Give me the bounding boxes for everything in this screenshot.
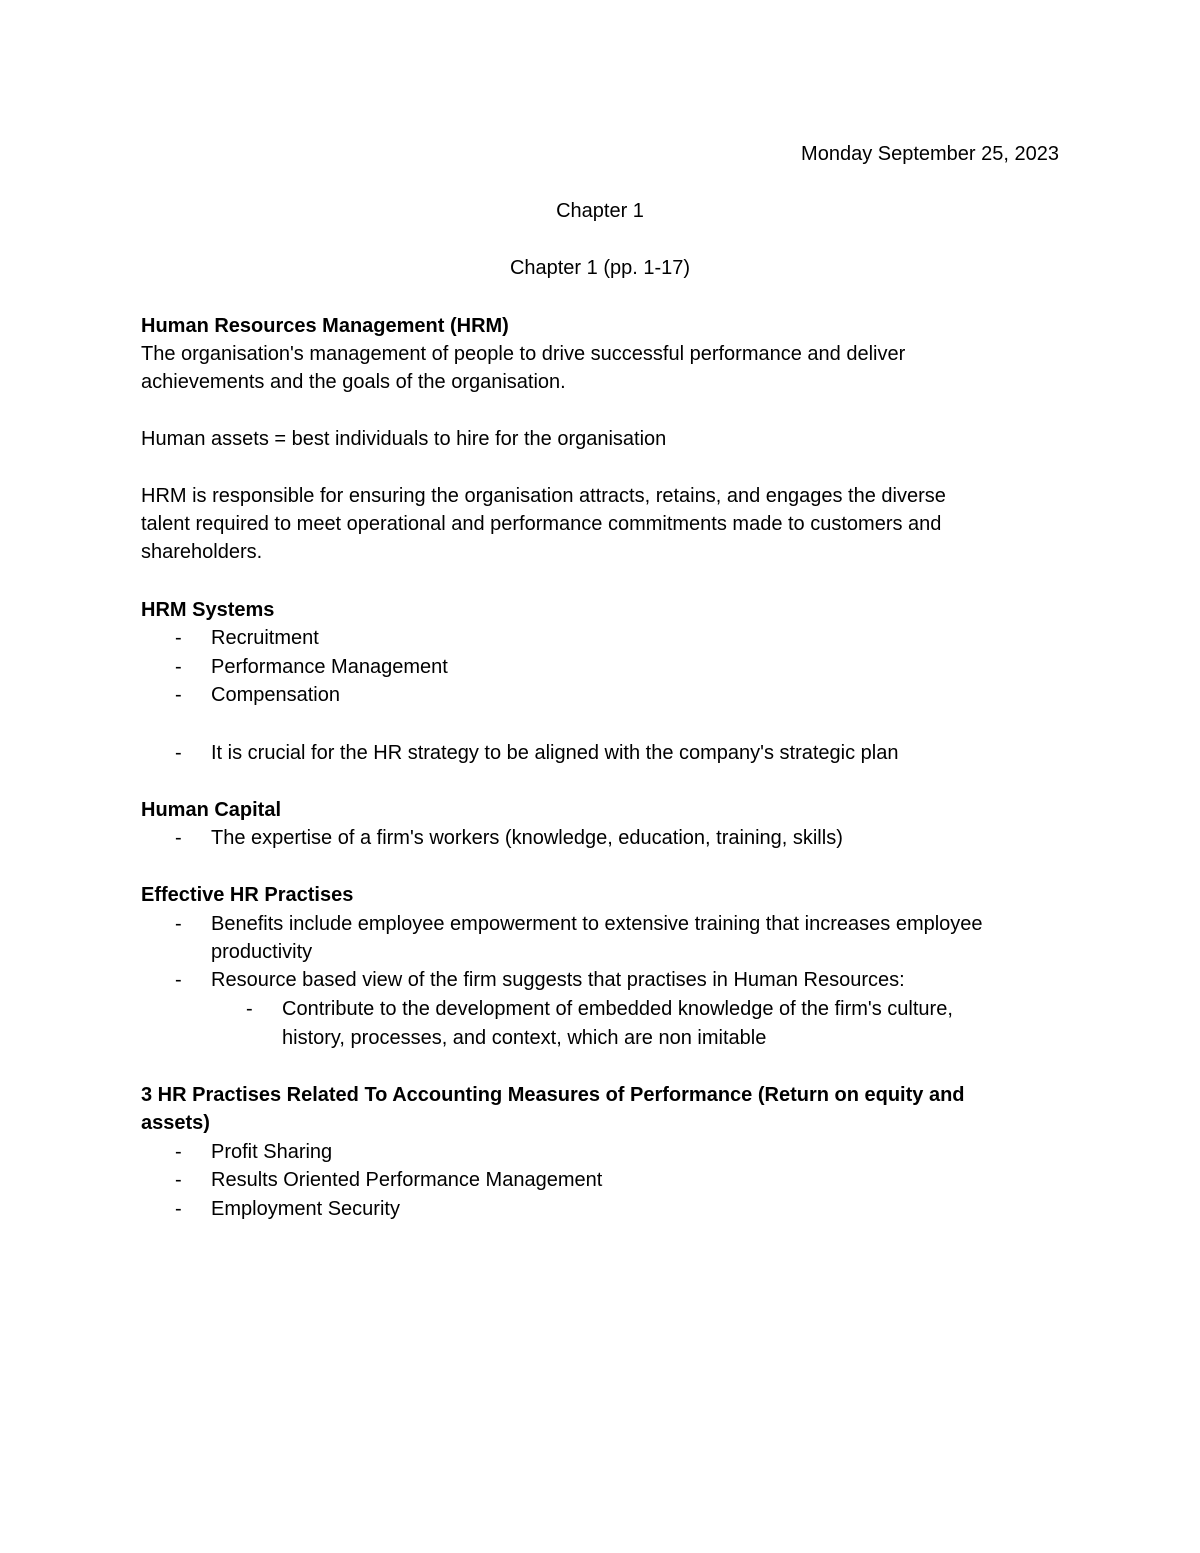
list-bullet: - (175, 627, 182, 649)
list-item: It is crucial for the HR strategy to be aligned with the company's strategic plan (211, 742, 899, 764)
page-title: Chapter 1 (556, 200, 644, 222)
hrm-responsibility-line-1: HRM is responsible for ensuring the organisation attracts, retains, and engages the diverse (141, 485, 946, 507)
list-bullet: - (175, 742, 182, 764)
hrm-definition-line-1: The organisation's management of people to drive successful performance and deliver (141, 343, 906, 365)
hrm-responsibility-line-2: talent required to meet operational and performance commitments made to customers and (141, 513, 942, 535)
sub-list-item-continuation: history, processes, and context, which are non imitable (282, 1027, 767, 1049)
date-line: Monday September 25, 2023 (801, 143, 1059, 165)
accounting-heading-line-1: 3 HR Practises Related To Accounting Measures of Performance (Return on equity and (141, 1084, 965, 1106)
sub-list-bullet: - (246, 998, 253, 1020)
list-item: Performance Management (211, 656, 448, 678)
list-bullet: - (175, 913, 182, 935)
list-item: Resource based view of the firm suggests that practises in Human Resources: (211, 969, 905, 991)
list-item: Results Oriented Performance Management (211, 1169, 603, 1191)
hrm-systems-heading: HRM Systems (141, 599, 275, 621)
list-item: The expertise of a firm's workers (knowledge, education, training, skills) (211, 827, 843, 849)
list-bullet: - (175, 827, 182, 849)
list-bullet: - (175, 1198, 182, 1220)
accounting-heading-line-2: assets) (141, 1112, 210, 1134)
list-item: Benefits include employee empowerment to extensive training that increases employee (211, 913, 983, 935)
hrm-definition-line-2: achievements and the goals of the organisation. (141, 371, 566, 393)
list-item: Compensation (211, 684, 340, 706)
human-assets-text: Human assets = best individuals to hire for the organisation (141, 428, 667, 450)
list-item: Profit Sharing (211, 1141, 333, 1163)
list-item: Recruitment (211, 627, 319, 649)
list-bullet: - (175, 684, 182, 706)
human-capital-heading: Human Capital (141, 799, 282, 821)
page-subtitle: Chapter 1 (pp. 1-17) (509, 257, 691, 279)
list-bullet: - (175, 969, 182, 991)
hrm-responsibility-line-3: shareholders. (141, 541, 263, 563)
list-bullet: - (175, 656, 182, 678)
list-bullet: - (175, 1169, 182, 1191)
sub-list-item: Contribute to the development of embedded knowledge of the firm's culture, (282, 998, 953, 1020)
list-item-continuation: productivity (211, 941, 313, 963)
list-item: Employment Security (211, 1198, 400, 1220)
hrm-heading: Human Resources Management (HRM) (141, 315, 509, 337)
list-bullet: - (175, 1141, 182, 1163)
effective-hr-heading: Effective HR Practises (141, 884, 354, 906)
